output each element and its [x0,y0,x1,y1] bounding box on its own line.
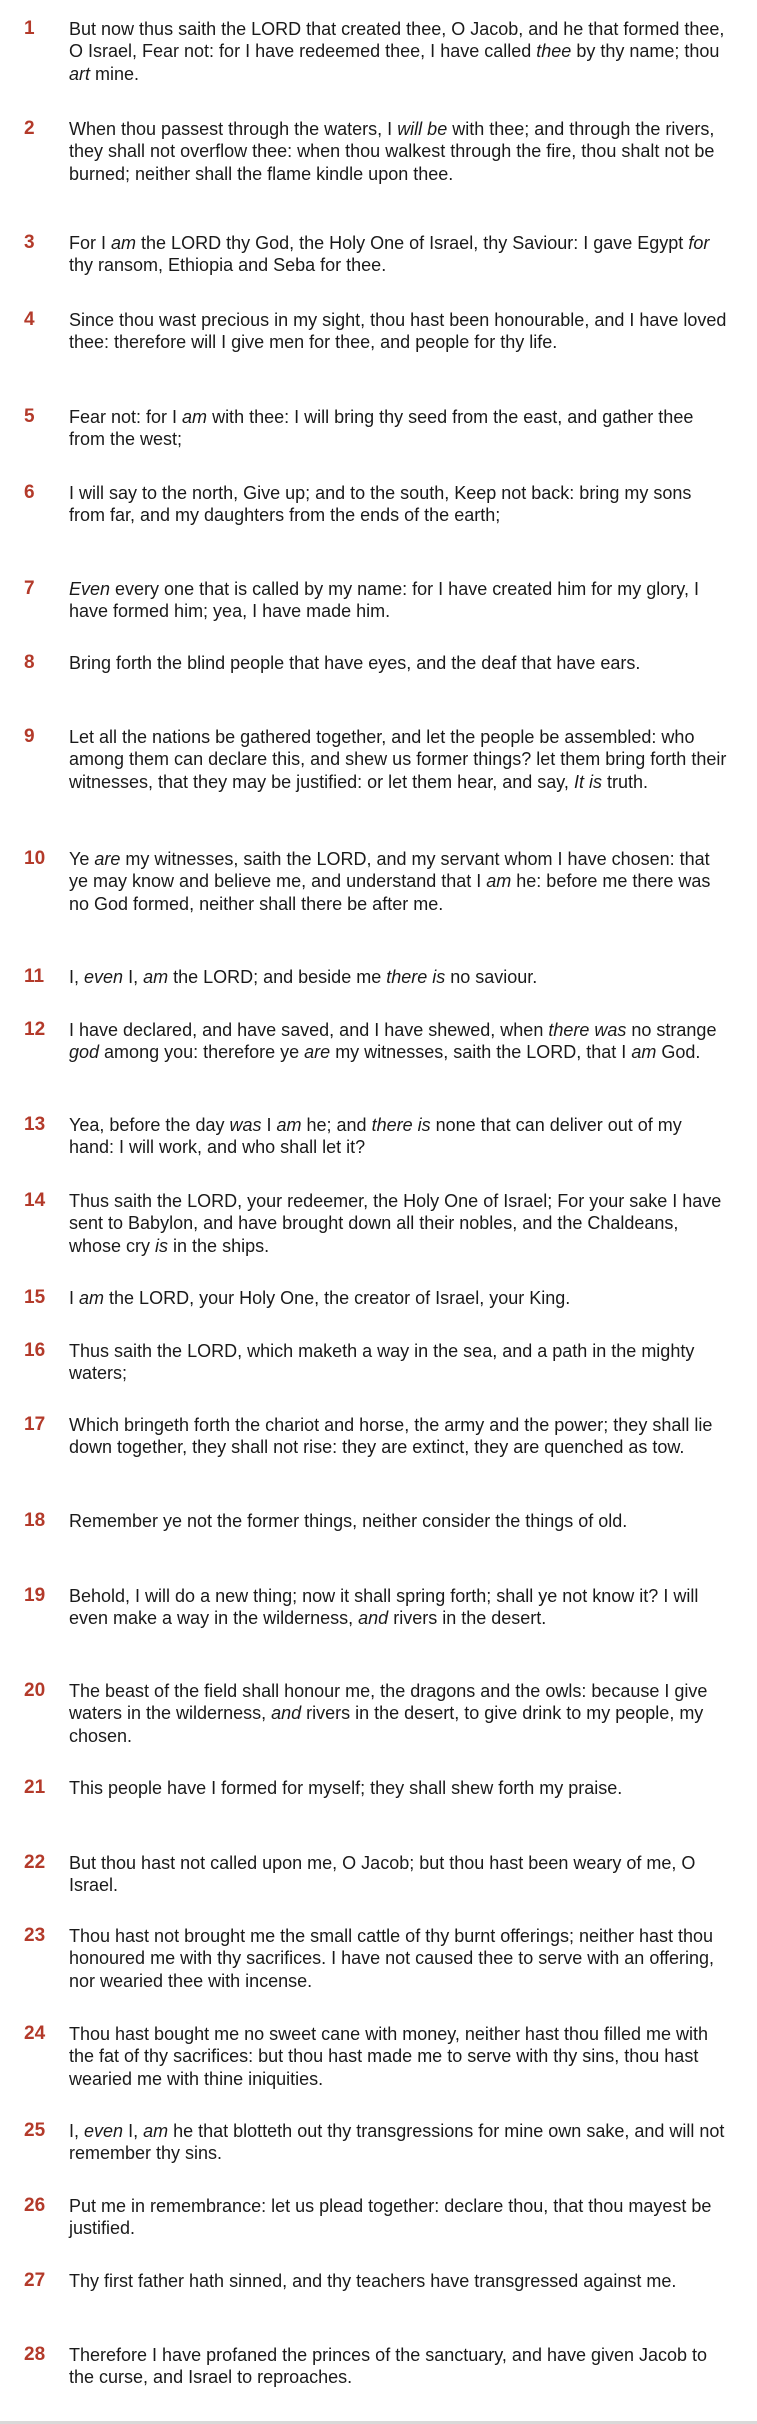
verse-text-segment: For I [69,233,112,253]
verse-text [69,482,729,527]
verse-text-segment: thy ransom, Ethiopia and Seba for thee. [69,255,387,276]
verse-text [69,1585,729,1630]
italic-word: even [84,967,124,987]
verse-text [69,848,729,915]
verse-text-segment: Which bringeth forth the chariot and horse, the army and the power; they shall lie down together, they shall not rise: they are extinct, they are quenched as tow. [69,1415,713,1458]
verse-text-segment: he: before me there was no God formed, neither shall there be after me. [69,871,711,914]
verse-text [69,1287,729,1309]
verse-text-segment: The beast of the field shall honour me, the dragons and the owls: because I give waters in the wilderness, [69,1681,708,1724]
italic-word: am [486,871,512,892]
verse-text [69,118,729,185]
verse-text-segment: he that blotteth out thy transgressions for mine own sake, and will not remember thy sins. [69,2121,725,2164]
italic-word: there is [371,1115,431,1135]
verse-number[interactable]: 28 [24,2344,46,2365]
verse-text-segment: But thou hast not called upon me, O Jacob; but thou hast been weary of me, O Israel. [69,1853,696,1896]
verse-text [69,726,729,793]
verse-number[interactable]: 19 [24,1585,46,1606]
verse-text-segment: mine. [90,63,140,84]
verse-text-segment: with thee; and through the rivers, they shall not overflow thee: when thou walkest through the fire, thou shalt not be burned; neither shall the flame kindle upon thee. [69,119,715,184]
verse-text-segment: I [69,1288,80,1308]
italic-word: am [276,1115,302,1135]
italic-word: for [688,233,710,253]
verse-text [69,2270,729,2292]
verse-text-segment: Remember ye not the former things, neither consider the things of old. [69,1511,628,1531]
verse-text-segment: Let all the nations be gathered together, and let the people be assembled: who among them can declare this, and shew us former things? let them bring forth their witnesses, that they may be justified: or let them hear, and say, [69,727,727,792]
verse-text [69,1114,729,1159]
verse-number[interactable]: 24 [24,2023,46,2044]
verse-text-segment: Ye [69,849,95,869]
verse-number[interactable]: 6 [24,482,35,503]
verse-text-segment: no saviour. [445,967,538,987]
verse-text-segment: Therefore I have profaned the princes of the sanctuary, and have given Jacob to the curse, and Israel to reproaches. [69,2345,708,2388]
verse-text-segment: Yea, before the day [69,1115,230,1135]
verse-text [69,2344,729,2389]
italic-word: and [358,1608,389,1629]
verse-text-segment: Behold, I will do a new thing; now it shall spring forth; shall ye not know it? I will even make a way in the wilderness, [69,1586,699,1629]
verse-text [69,2023,729,2090]
verse-number[interactable]: 21 [24,1777,46,1798]
italic-word: there was [548,1020,627,1040]
verse-number[interactable]: 9 [24,726,35,747]
verse-text [69,406,729,451]
italic-word: even [84,2121,124,2141]
verse-number[interactable]: 25 [24,2120,46,2141]
italic-word: are [304,1042,331,1063]
verse-text-segment: among you: therefore ye [99,1042,305,1063]
verse-number[interactable]: 20 [24,1680,46,1701]
verse-text [69,652,729,674]
italic-word: am [79,1288,105,1308]
italic-word: thee [536,41,572,62]
verse-text [69,1852,729,1897]
verse-number[interactable]: 13 [24,1114,46,1135]
verse-text-segment: rivers in the desert. [388,1608,547,1629]
verse-text [69,232,729,277]
verse-text-segment: truth. [601,771,648,792]
verse-text-segment: Thus saith the LORD, which maketh a way in the sea, and a path in the mighty waters; [69,1341,695,1384]
verse-text-segment: my witnesses, saith the LORD, and my servant whom I have chosen: that ye may know and believe me, and understand that I [69,849,710,892]
verse-number[interactable]: 4 [24,309,35,330]
verse-text-segment: God. [656,1042,701,1063]
verse-text-segment: he; and [301,1115,372,1135]
verse-number[interactable]: 26 [24,2195,46,2216]
verse-text-segment: by thy name; thou [571,41,720,62]
verse-number[interactable]: 3 [24,232,35,253]
verse-text [69,966,729,988]
verse-number[interactable]: 2 [24,118,35,139]
verse-text [69,1925,729,1992]
verse-text-segment: in the ships. [168,1235,270,1256]
italic-word: are [94,849,121,869]
italic-word: am [143,967,169,987]
verse-text-segment: I, [69,967,85,987]
verse-text-segment: none that can deliver out of my hand: I will work, and who shall let it? [69,1115,682,1158]
verse-text [69,18,729,85]
verse-text-segment: This people have I formed for myself; they shall shew forth my praise. [69,1778,623,1798]
italic-word: am [631,1042,657,1063]
verse-text [69,1680,729,1747]
verse-number[interactable]: 1 [24,18,35,39]
verse-number[interactable]: 11 [24,966,45,987]
verse-text-segment: no strange [626,1020,717,1040]
verse-text-segment: I have declared, and have saved, and I have shewed, when [69,1020,549,1040]
italic-word: Even [69,579,111,599]
verse-text-segment: I [261,1115,277,1135]
verse-text-segment: every one that is called by my name: for I have created him for my glory, I have formed him; yea, I have made him. [69,579,699,622]
verse-text [69,1190,729,1257]
italic-word: It is [573,771,602,792]
italic-word: will be [397,119,448,139]
verse-number[interactable]: 5 [24,406,35,427]
verse-text [69,1510,729,1532]
verse-text-segment: I, [123,967,144,987]
verse-text-segment: I, [123,2121,144,2141]
verse-text-segment: Thus saith the LORD, your redeemer, the Holy One of Israel; For your sake I have sent to Babylon, and have brought down all their nobles, and the Chaldeans, whose cry [69,1191,722,1256]
verse-text-segment: Since thou wast precious in my sight, thou hast been honourable, and I have loved thee: therefore will I give men for thee, and people for thy life. [69,310,727,353]
verse-text [69,1777,729,1799]
verse-number[interactable]: 23 [24,1925,46,1946]
verse-text-segment: the LORD; and beside me [168,967,387,987]
verse-text-segment: But now thus saith the LORD that created thee, O Jacob, and he that formed thee, O Israel, Fear not: for I have redeemed thee, I have called [69,19,725,62]
verse-text [69,1340,729,1385]
verse-text-segment: When thou passest through the waters, I [69,119,398,139]
italic-word: is [155,1235,169,1256]
verse-text-segment: I, [69,2121,85,2141]
verse-text [69,1414,729,1459]
verse-text-segment: Thou hast bought me no sweet cane with money, neither hast thou filled me with the fat of thy sacrifices: but thou hast made me to serve with thy sins, thou hast wearied me with thine iniquities. [69,2024,709,2089]
verse-number[interactable]: 27 [24,2270,46,2291]
verse-number[interactable]: 17 [24,1414,46,1435]
verse-text-segment: the LORD, your Holy One, the creator of Israel, your King. [104,1288,571,1308]
verse-text [69,2195,729,2240]
verse-text [69,578,729,623]
italic-word: am [111,233,137,253]
verse-text [69,2120,729,2165]
italic-word: am [143,2121,169,2141]
verse-number[interactable]: 15 [24,1287,46,1308]
verse-number[interactable]: 16 [24,1340,46,1361]
verse-number[interactable]: 8 [24,652,35,673]
italic-word: art [69,63,91,84]
italic-word: am [182,407,208,427]
verse-text-segment: rivers in the desert, to give drink to my people, my chosen. [69,1703,704,1746]
verse-text-segment: Thy first father hath sinned, and thy teachers have transgressed against me. [69,2271,677,2291]
italic-word: and [271,1703,302,1724]
verse-text-segment: Thou hast not brought me the small cattle of thy burnt offerings; neither hast thou honoured me with thy sacrifices. I have not caused thee to serve with an offering, nor wearied thee with incense. [69,1926,715,1991]
verse-text-segment: my witnesses, saith the LORD, that I [330,1042,632,1063]
verse-text [69,1019,729,1064]
verse-text-segment: the LORD thy God, the Holy One of Israel, thy Saviour: I gave Egypt [136,233,689,253]
verse-number[interactable]: 7 [24,578,35,599]
verse-text-segment: Fear not: for I [69,407,183,427]
verse-number[interactable]: 22 [24,1852,46,1873]
verse-text [69,309,729,354]
italic-word: was [229,1115,262,1135]
verse-text-segment: I will say to the north, Give up; and to the south, Keep not back: bring my sons from far, and my daughters from the ends of the earth; [69,483,692,526]
verse-number[interactable]: 12 [24,1019,46,1040]
verse-number[interactable]: 18 [24,1510,46,1531]
verse-text-segment: with thee: I will bring thy seed from the east, and gather thee from the west; [69,407,694,450]
verse-text-segment: Put me in remembrance: let us plead together: declare thou, that thou mayest be justified. [69,2196,712,2239]
verse-number[interactable]: 14 [24,1190,46,1211]
italic-word: there is [386,967,446,987]
italic-word: god [69,1042,100,1063]
verse-number[interactable]: 10 [24,848,46,869]
verse-text-segment: Bring forth the blind people that have eyes, and the deaf that have ears. [69,653,641,673]
